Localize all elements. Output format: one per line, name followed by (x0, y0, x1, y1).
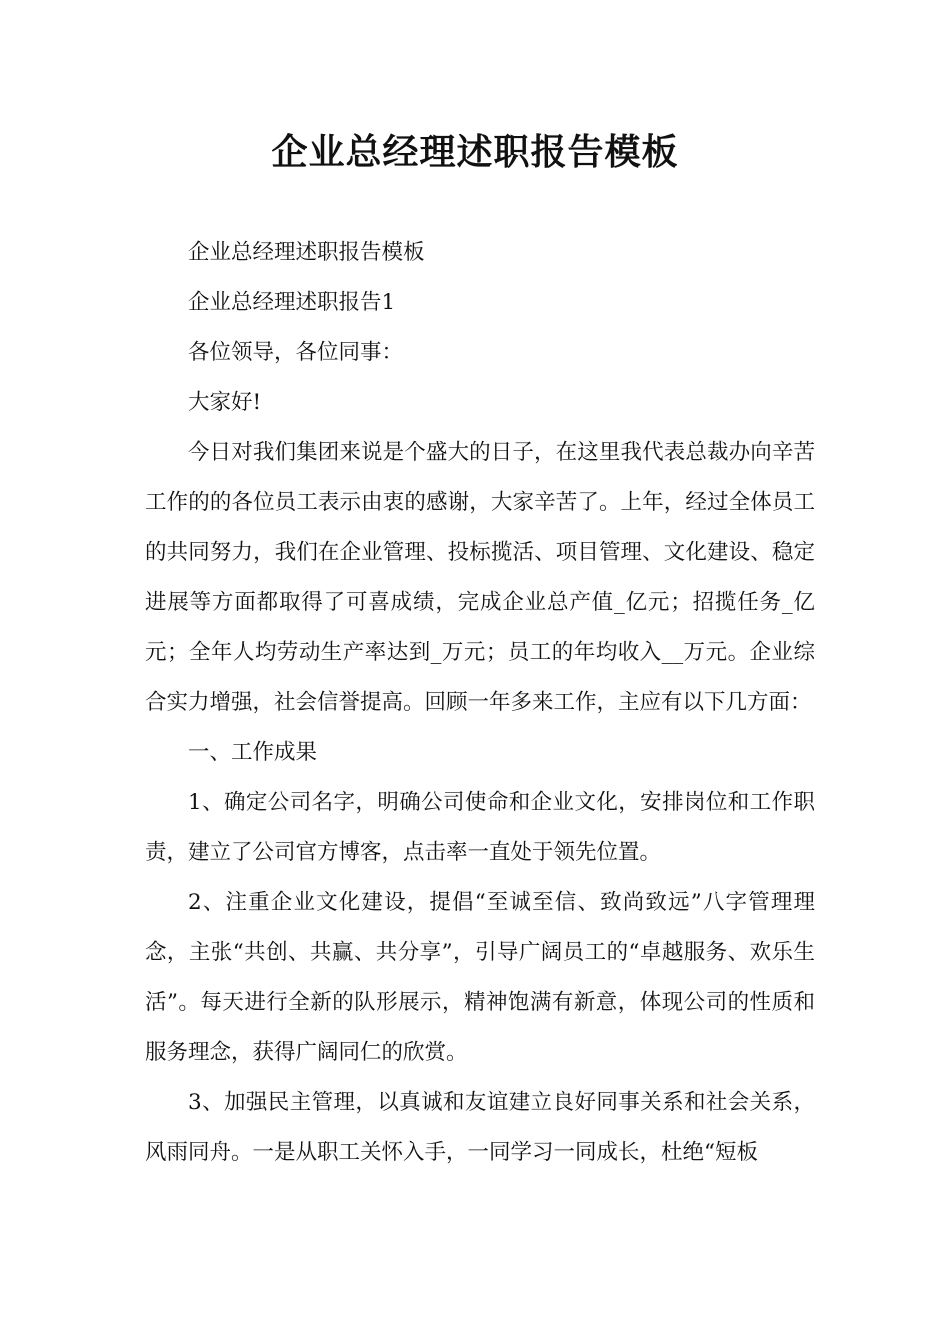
paragraph-report-heading: 企业总经理述职报告1 (188, 290, 396, 315)
paragraph-salutation: 各位领导，各位同事： (188, 340, 404, 365)
paragraph-greeting: 大家好! (188, 390, 262, 415)
paragraph-item-1: 1、确定公司名字，明确公司使命和企业文化，安排岗位和工作职责，建立了公司官方博客，点击率一直处于领先位置。 (145, 790, 815, 865)
paragraph-subtitle: 企业总经理述职报告模板 (188, 240, 425, 265)
paragraph-section-heading: 一、工作成果 (188, 740, 318, 765)
paragraph-intro: 今日对我们集团来说是个盛大的日子，在这里我代表总裁办向辛苦工作的的各位员工表示由衷的感谢，大家辛苦了。上年，经过全体员工的共同努力，我们在企业管理、投标揽活、项目管理、文化建设、稳定进展等方面都取得了可喜成绩，完成企业总产值_亿元；招揽任务_亿元；全年人均劳动生产率达到_万元；员工的年均收入__万元。企业综合实力增强，社会信誉提高。回顾一年多来工作，主应有以下几方面： (145, 440, 815, 715)
paragraph-item-2: 2、注重企业文化建设，提倡“至诚至信、致尚致远”八字管理理念，主张“共创、共赢、共分享”，引导广阔员工的“卓越服务、欢乐生活”。每天进行全新的队形展示，精神饱满有新意，体现公司的性质和服务理念，获得广阔同仁的欣赏。 (145, 890, 815, 1065)
document-body (145, 228, 815, 1178)
document-title: 企业总经理述职报告模板 (271, 132, 679, 173)
paragraph-item-3: 3、加强民主管理，以真诚和友谊建立良好同事关系和社会关系，风雨同舟。一是从职工关怀入手，一同学习一同成长，杜绝“短板 (145, 1090, 815, 1165)
